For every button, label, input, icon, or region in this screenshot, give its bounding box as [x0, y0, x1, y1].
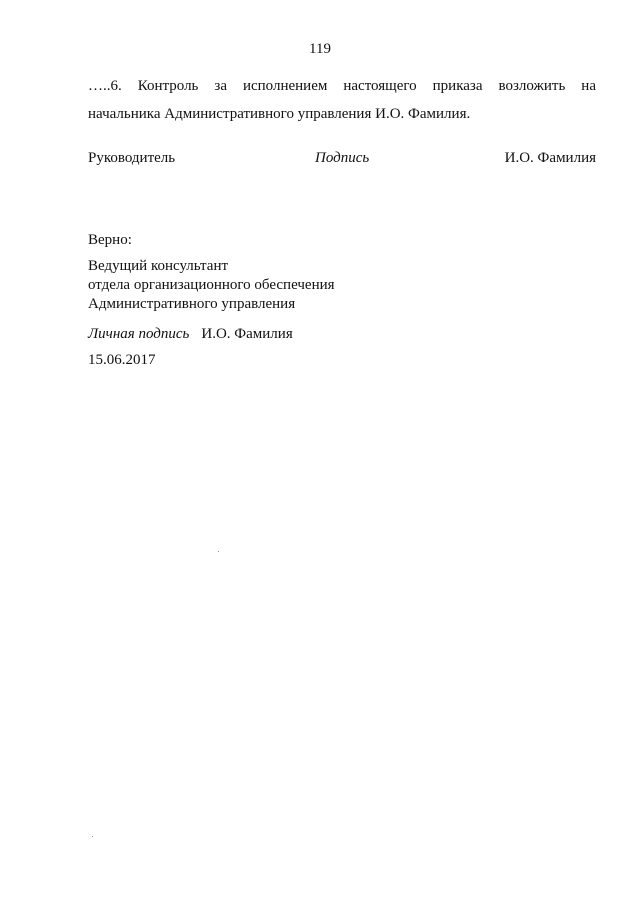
- signer-role: Руководитель: [88, 150, 176, 166]
- signer-name: И.О. Фамилия: [504, 150, 596, 166]
- page-number: 119: [309, 41, 331, 57]
- paragraph-line-2: начальника Административного управления И.О. Фамилия.: [88, 106, 471, 122]
- certification-label: Верно:: [88, 232, 132, 248]
- scan-speck: [92, 836, 93, 837]
- certification-date: 15.06.2017: [88, 352, 156, 368]
- paragraph-line-1: …..6. Контроль за исполнением настоящего приказа возложить на: [88, 78, 596, 94]
- position-line-2: отдела организационного обеспечения: [88, 277, 335, 293]
- signature-placeholder: Подпись: [315, 150, 370, 166]
- scan-speck: [218, 551, 219, 552]
- paragraph-item-6: [88, 72, 596, 128]
- certifier-position: [88, 257, 335, 314]
- position-line-3: Административного управления: [88, 296, 296, 312]
- signature-row: [88, 150, 596, 172]
- personal-signature-placeholder: Личная подпись: [88, 326, 190, 342]
- personal-signature-line: [88, 326, 293, 343]
- certifier-name: И.О. Фамилия: [201, 326, 293, 342]
- position-line-1: Ведущий консультант: [88, 258, 229, 274]
